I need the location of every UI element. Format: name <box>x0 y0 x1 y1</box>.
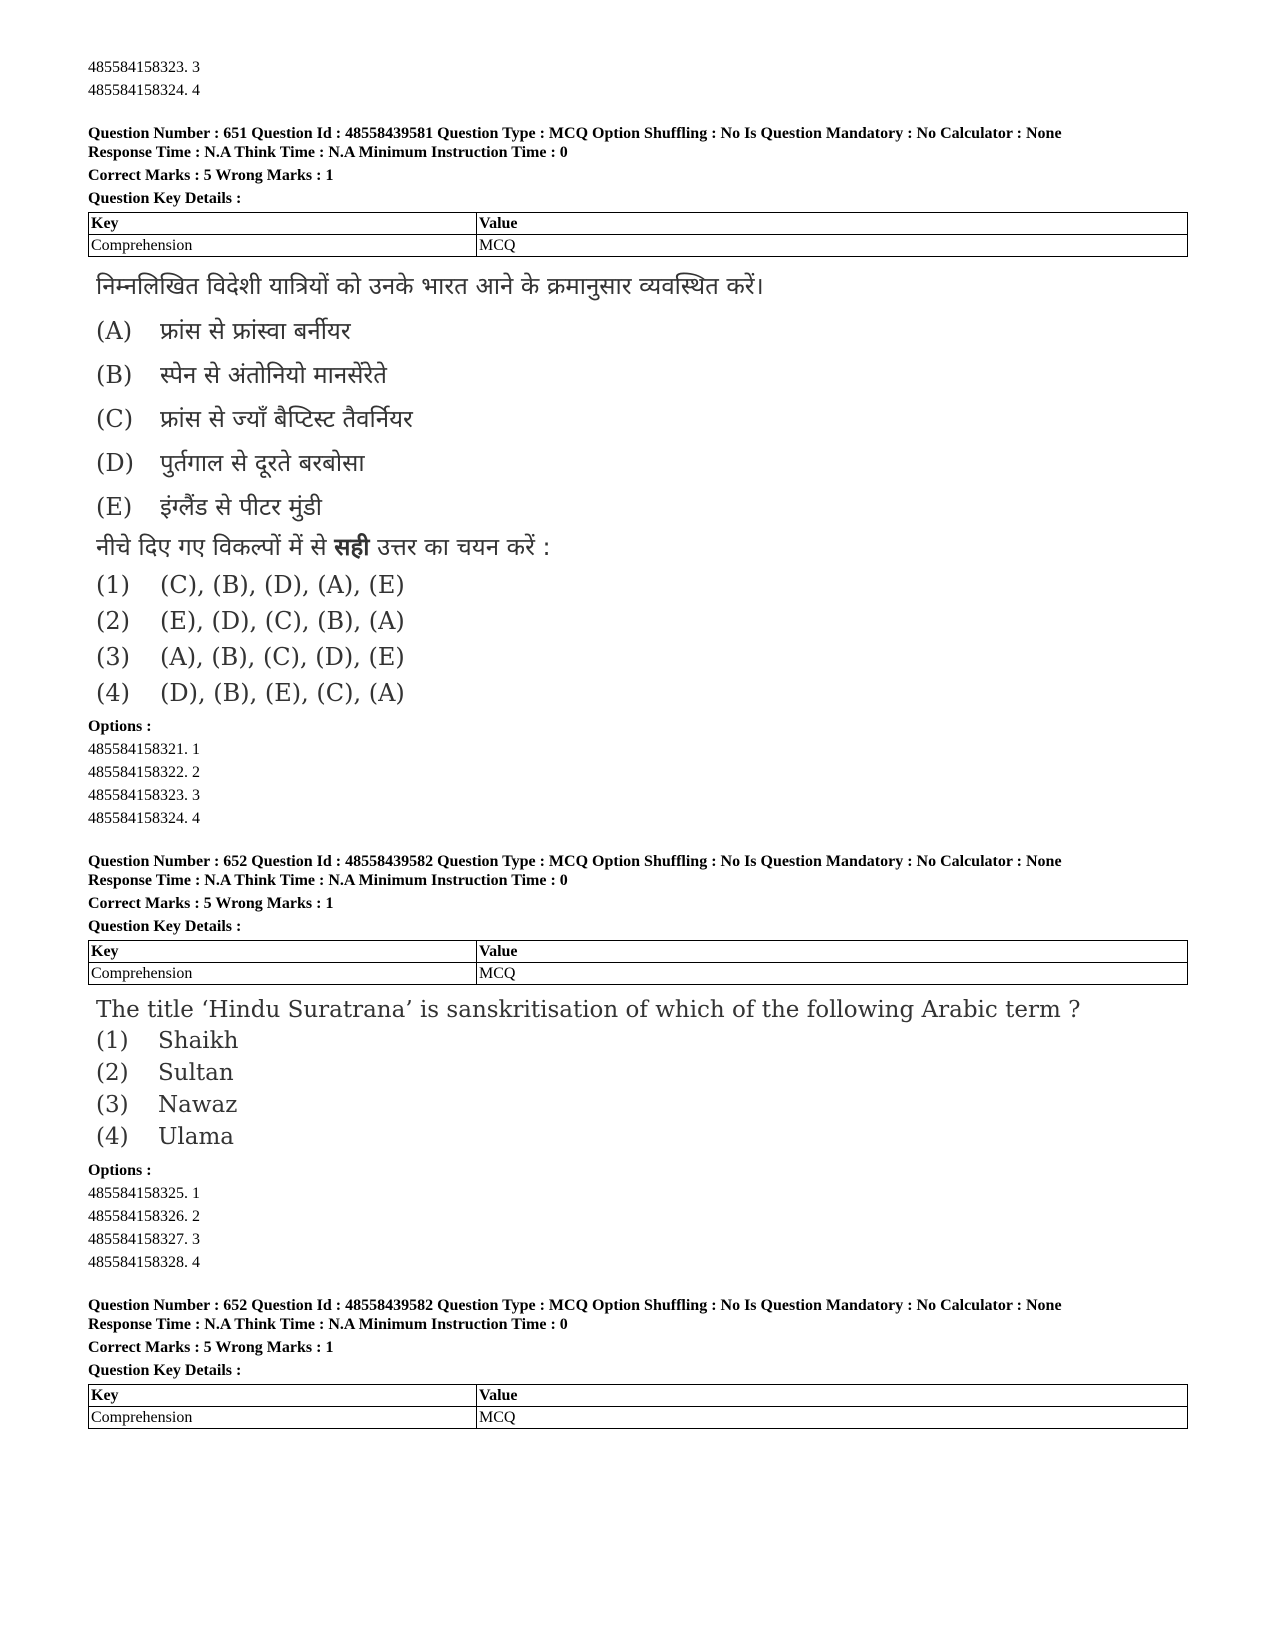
choice-text: (D), (B), (E), (C), (A) <box>160 679 405 707</box>
question-meta-line1: Question Number : 651 Question Id : 48558439581 Question Type : MCQ Option Shuffling : No Is Question Mandatory : No Calculator : None <box>88 125 1062 142</box>
question-meta-line2: Response Time : N.A Think Time : N.A Minimum Instruction Time : 0 <box>88 1316 568 1333</box>
table-header-row <box>89 941 1188 963</box>
instruction-text: नीचे दिए गए विकल्पों में से <box>96 533 335 561</box>
instruction-text: उत्तर का चयन करें : <box>369 533 551 561</box>
instruction-emphasis: सही <box>334 533 370 561</box>
table-header-key: Key <box>89 941 477 963</box>
key-details-label: Question Key Details : <box>88 190 242 207</box>
question-block-652 <box>88 852 1188 1274</box>
option-line: 485584158324. 4 <box>88 810 200 827</box>
table-row <box>89 1407 1188 1429</box>
table-cell-value: MCQ <box>477 963 1188 985</box>
marks-line: Correct Marks : 5 Wrong Marks : 1 <box>88 167 334 184</box>
item-label: (B) <box>96 361 133 389</box>
choice-label: (4) <box>96 679 130 707</box>
marks-line: Correct Marks : 5 Wrong Marks : 1 <box>88 1339 334 1356</box>
answer-choice <box>96 603 1188 639</box>
table-header-value: Value <box>477 941 1188 963</box>
table-cell-key: Comprehension <box>89 235 477 257</box>
answer-choice <box>96 675 1188 711</box>
marks-line: Correct Marks : 5 Wrong Marks : 1 <box>88 895 334 912</box>
choice-text: (C), (B), (D), (A), (E) <box>160 571 405 599</box>
table-header-row <box>89 213 1188 235</box>
item-text: पुर्तगाल से दूरते बरबोसा <box>160 449 365 477</box>
choice-label: (4) <box>96 1124 129 1150</box>
key-details-label: Question Key Details : <box>88 1362 242 1379</box>
choice-label: (2) <box>96 607 130 635</box>
answer-choice <box>96 1089 1188 1121</box>
item-label: (C) <box>96 405 134 433</box>
question-prompt: निम्नलिखित विदेशी यात्रियों को उनके भारत आने के क्रमानुसार व्यवस्थित करें। <box>96 272 764 300</box>
choice-text: (E), (D), (C), (B), (A) <box>160 607 405 635</box>
table-cell-value: MCQ <box>477 1407 1188 1429</box>
table-cell-key: Comprehension <box>89 1407 477 1429</box>
item-text: फ्रांस से फ्रांस्वा बर्नीयर <box>160 317 351 345</box>
option-line: 485584158321. 1 <box>88 741 200 758</box>
item-label: (D) <box>96 449 134 477</box>
option-line: 485584158323. 3 <box>88 59 200 76</box>
answer-choice <box>96 639 1188 675</box>
choice-instruction <box>96 529 1188 565</box>
table-cell-value: MCQ <box>477 235 1188 257</box>
item-text: इंग्लैंड से पीटर मुंडी <box>160 493 322 521</box>
key-details-table <box>88 940 1188 985</box>
answer-choice <box>96 1057 1188 1089</box>
table-row <box>89 235 1188 257</box>
question-body-hindi <box>96 271 1188 711</box>
list-item <box>96 485 1188 529</box>
list-item <box>96 397 1188 441</box>
question-block-651 <box>88 124 1188 830</box>
option-line: 485584158326. 2 <box>88 1208 200 1225</box>
answer-choice <box>96 1025 1188 1057</box>
option-line: 485584158328. 4 <box>88 1254 200 1271</box>
choice-label: (2) <box>96 1060 129 1086</box>
choice-label: (1) <box>96 1028 129 1054</box>
table-header-value: Value <box>477 1385 1188 1407</box>
choice-label: (3) <box>96 643 130 671</box>
answer-choice <box>96 1121 1188 1153</box>
key-details-table <box>88 212 1188 257</box>
table-header-value: Value <box>477 213 1188 235</box>
list-item <box>96 441 1188 485</box>
question-body-english <box>96 995 1188 1153</box>
question-block-652-repeat <box>88 1296 1188 1429</box>
question-meta-line1: Question Number : 652 Question Id : 48558439582 Question Type : MCQ Option Shuffling : No Is Question Mandatory : No Calculator : None <box>88 853 1062 870</box>
list-item <box>96 309 1188 353</box>
table-header-key: Key <box>89 213 477 235</box>
option-line: 485584158324. 4 <box>88 82 200 99</box>
table-header-key: Key <box>89 1385 477 1407</box>
choice-label: (3) <box>96 1092 129 1118</box>
item-label: (A) <box>96 317 133 345</box>
options-label: Options : <box>88 1162 152 1179</box>
previous-options-list <box>88 56 1188 102</box>
choice-text: Ulama <box>158 1124 234 1150</box>
choice-text: Sultan <box>158 1060 234 1086</box>
list-item <box>96 353 1188 397</box>
choice-text: Shaikh <box>158 1028 239 1054</box>
option-line: 485584158325. 1 <box>88 1185 200 1202</box>
option-line: 485584158323. 3 <box>88 787 200 804</box>
option-line: 485584158322. 2 <box>88 764 200 781</box>
item-text: स्पेन से अंतोनियो मानसेंरेते <box>160 361 387 389</box>
choice-text: (A), (B), (C), (D), (E) <box>160 643 405 671</box>
answer-choice <box>96 567 1188 603</box>
choice-text: Nawaz <box>158 1092 238 1118</box>
item-text: फ्रांस से ज्याँ बैप्टिस्ट तैवर्नियर <box>160 405 413 433</box>
document-page <box>88 56 1188 1429</box>
item-label: (E) <box>96 493 133 521</box>
table-cell-key: Comprehension <box>89 963 477 985</box>
question-meta-line1: Question Number : 652 Question Id : 48558439582 Question Type : MCQ Option Shuffling : No Is Question Mandatory : No Calculator : None <box>88 1297 1062 1314</box>
table-row <box>89 963 1188 985</box>
options-label: Options : <box>88 718 152 735</box>
key-details-table <box>88 1384 1188 1429</box>
choice-label: (1) <box>96 571 130 599</box>
option-line: 485584158327. 3 <box>88 1231 200 1248</box>
question-prompt: The title ‘Hindu Suratrana’ is sanskritisation of which of the following Arabic term ? <box>96 997 1081 1023</box>
key-details-label: Question Key Details : <box>88 918 242 935</box>
question-meta-line2: Response Time : N.A Think Time : N.A Minimum Instruction Time : 0 <box>88 872 568 889</box>
question-meta-line2: Response Time : N.A Think Time : N.A Minimum Instruction Time : 0 <box>88 144 568 161</box>
table-header-row <box>89 1385 1188 1407</box>
